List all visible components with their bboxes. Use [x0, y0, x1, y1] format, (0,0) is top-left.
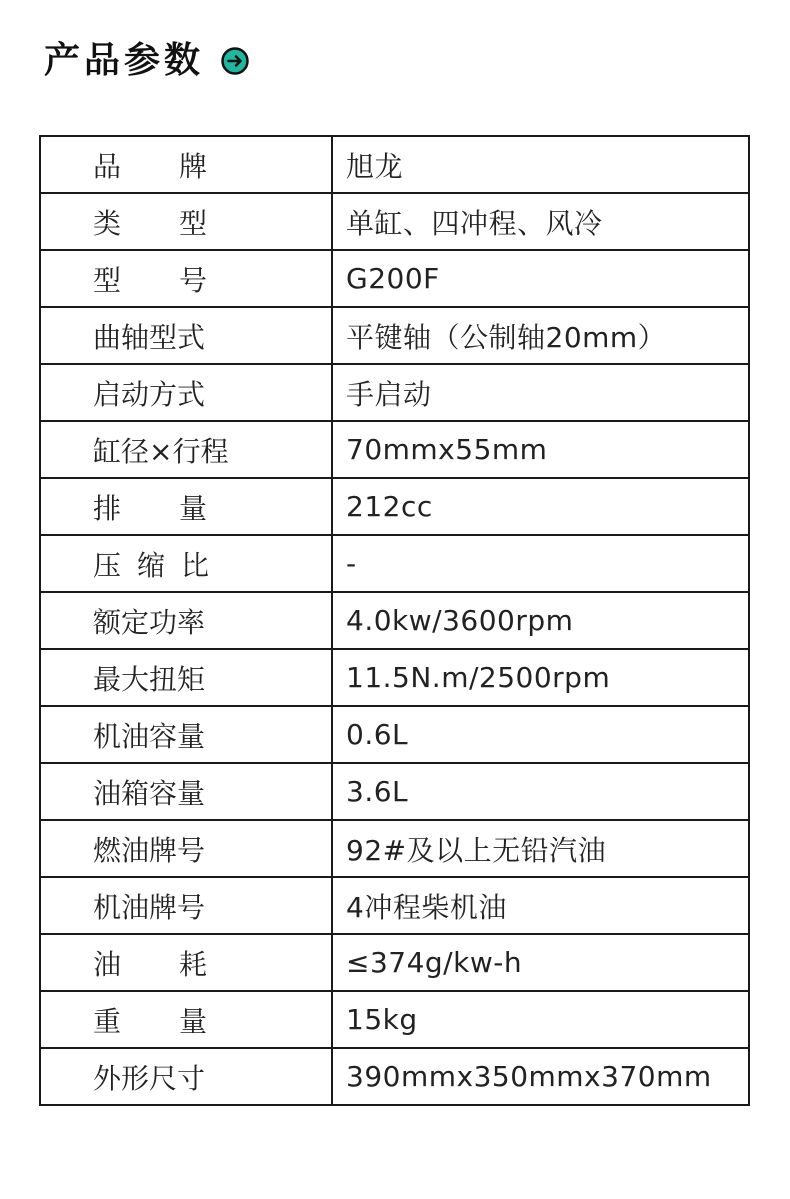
- spec-row: [40, 934, 749, 991]
- spec-value: ≤374g/kw-h: [332, 934, 749, 991]
- spec-label: 重量: [93, 1004, 266, 1038]
- spec-row: [40, 649, 749, 706]
- spec-value: 平键轴（公制轴20mm）: [332, 307, 749, 364]
- spec-value: 4.0kw/3600rpm: [332, 592, 749, 649]
- spec-row: [40, 820, 749, 877]
- spec-value: 92#及以上无铅汽油: [332, 820, 749, 877]
- spec-row: [40, 364, 749, 421]
- spec-label-cell: [40, 421, 332, 478]
- page-header: [44, 36, 250, 86]
- spec-label-cell: [40, 1048, 332, 1105]
- spec-value: 3.6L: [332, 763, 749, 820]
- spec-row: [40, 1048, 749, 1105]
- spec-label-cell: [40, 706, 332, 763]
- spec-label: 机油容量: [93, 719, 206, 753]
- spec-row: [40, 250, 749, 307]
- spec-label: 型号: [93, 263, 266, 297]
- spec-label-cell: [40, 193, 332, 250]
- spec-label-cell: [40, 991, 332, 1048]
- spec-table: [39, 135, 750, 1106]
- spec-label: 压缩比: [93, 548, 226, 582]
- spec-label-cell: [40, 250, 332, 307]
- spec-row: [40, 193, 749, 250]
- page-title: 产品参数: [44, 40, 205, 81]
- spec-row: [40, 307, 749, 364]
- spec-label-cell: [40, 877, 332, 934]
- spec-value: 手启动: [332, 364, 749, 421]
- spec-label: 排量: [93, 491, 266, 525]
- spec-row: [40, 592, 749, 649]
- spec-label-cell: [40, 364, 332, 421]
- spec-label-cell: [40, 934, 332, 991]
- spec-row: [40, 535, 749, 592]
- spec-value: G200F: [332, 250, 749, 307]
- spec-label-cell: [40, 592, 332, 649]
- spec-row: [40, 478, 749, 535]
- spec-label: 油箱容量: [93, 776, 206, 810]
- spec-label: 类型: [93, 206, 266, 240]
- spec-label-cell: [40, 307, 332, 364]
- spec-label-cell: [40, 535, 332, 592]
- arrow-right-circle-icon[interactable]: [220, 46, 250, 76]
- spec-label-cell: [40, 649, 332, 706]
- spec-label: 缸径×行程: [93, 434, 229, 468]
- spec-value: -: [332, 535, 749, 592]
- spec-value: 旭龙: [332, 136, 749, 193]
- spec-value: 单缸、四冲程、风冷: [332, 193, 749, 250]
- spec-label: 额定功率: [93, 605, 206, 639]
- spec-value: 4冲程柴机油: [332, 877, 749, 934]
- spec-value: 70mmx55mm: [332, 421, 749, 478]
- spec-label: 油耗: [93, 947, 266, 981]
- spec-label-cell: [40, 763, 332, 820]
- spec-value: 0.6L: [332, 706, 749, 763]
- spec-label-cell: [40, 820, 332, 877]
- spec-value: 212cc: [332, 478, 749, 535]
- spec-value: 390mmx350mmx370mm: [332, 1048, 749, 1105]
- spec-label: 外形尺寸: [93, 1061, 206, 1095]
- spec-table-body: [40, 136, 749, 1105]
- spec-label: 品牌: [93, 149, 266, 183]
- spec-value: 11.5N.m/2500rpm: [332, 649, 749, 706]
- spec-row: [40, 991, 749, 1048]
- spec-label-cell: [40, 478, 332, 535]
- spec-row: [40, 763, 749, 820]
- spec-row: [40, 706, 749, 763]
- spec-label: 曲轴型式: [93, 320, 206, 354]
- spec-label: 启动方式: [93, 377, 206, 411]
- spec-value: 15kg: [332, 991, 749, 1048]
- spec-row: [40, 136, 749, 193]
- spec-label: 机油牌号: [93, 890, 206, 924]
- spec-label-cell: [40, 136, 332, 193]
- spec-label: 燃油牌号: [93, 833, 206, 867]
- spec-row: [40, 421, 749, 478]
- spec-row: [40, 877, 749, 934]
- spec-label: 最大扭矩: [93, 662, 206, 696]
